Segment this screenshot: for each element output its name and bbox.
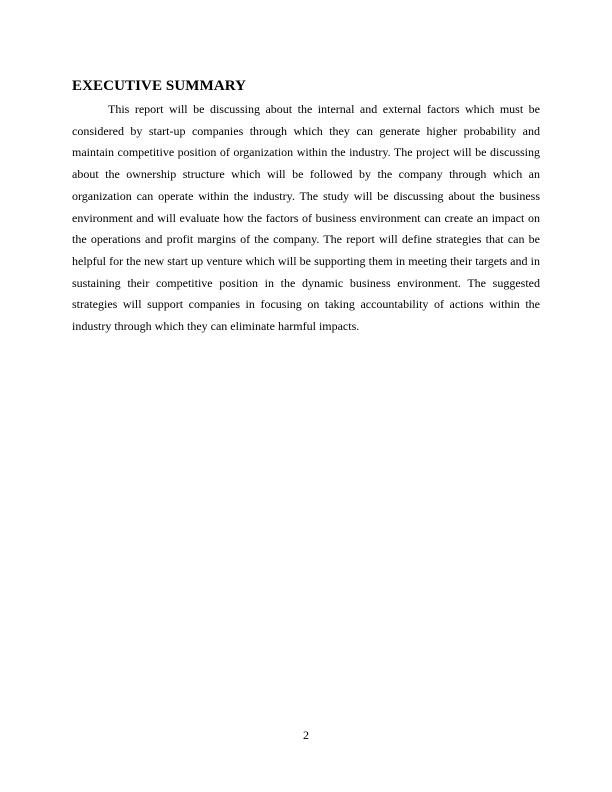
executive-summary-paragraph: This report will be discussing about the internal and external factors which must be considered by start-up companies through which they can generate higher probability and maintain competitive position of organization within the industry. The project will be discussing about the ownership structure which will be followed by the company through which an organization can operate within the industry. The study will be discussing about the business environment and will evaluate how the factors of business environment can create an impact on the operations and profit margins of the company. The report will define strategies that can be helpful for the new start up venture which will be supporting them in meeting their targets and in sustaining their competitive position in the dynamic business environment. The suggested strategies will support companies in focusing on taking accountability of actions within the industry through which they can eliminate harmful impacts. [72, 102, 540, 334]
page-number: 2 [303, 728, 309, 742]
section-heading: EXECUTIVE SUMMARY [72, 78, 247, 94]
